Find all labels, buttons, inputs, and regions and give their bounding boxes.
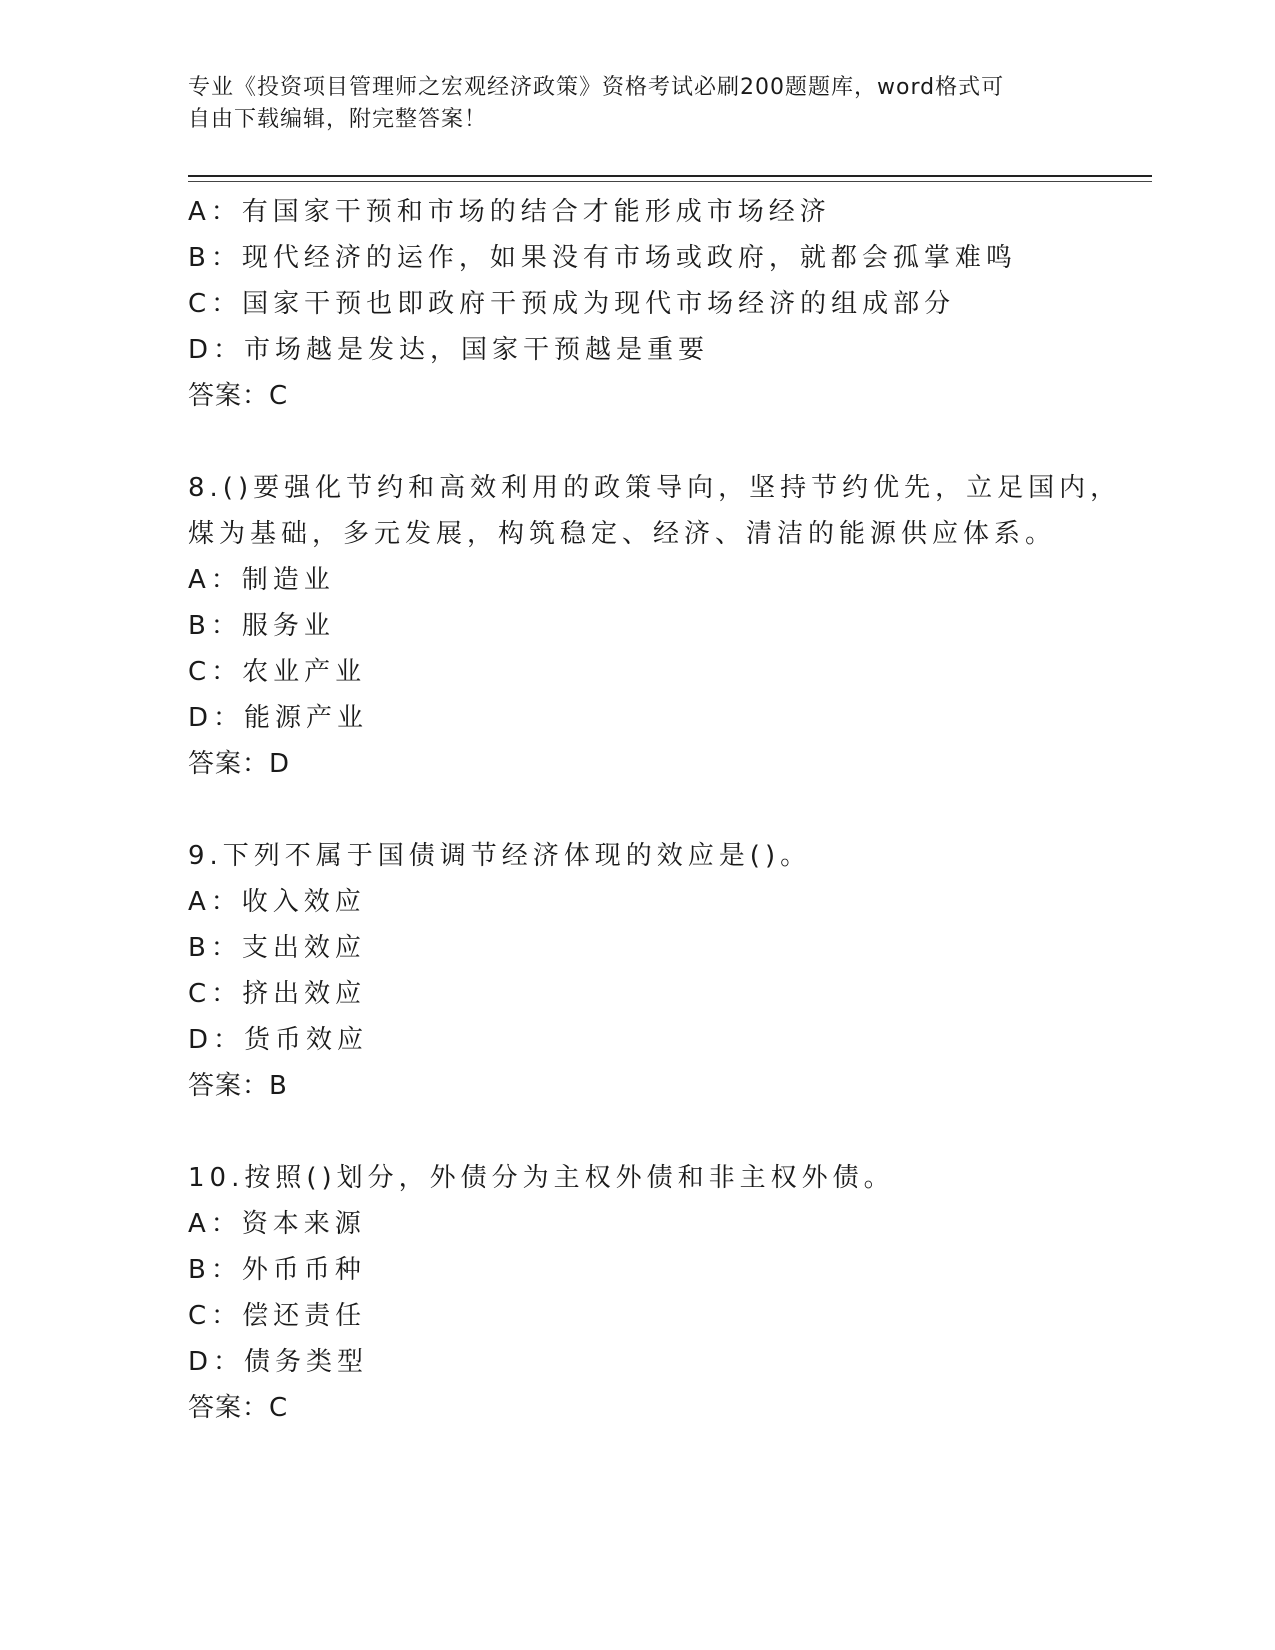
option-a: A：资本来源 (188, 1209, 366, 1239)
answer-line: 答案：D (188, 749, 291, 779)
option-b: B：现代经济的运作，如果没有市场或政府，就都会孤掌难鸣 (188, 243, 1017, 273)
option-a: A：制造业 (188, 565, 335, 595)
spacer (188, 787, 1148, 833)
option-b: B：支出效应 (188, 933, 366, 963)
option-c: C：国家干预也即政府干预成为现代市场经济的组成部分 (188, 289, 956, 319)
question-stem-continued: 煤为基础，多元发展，构筑稳定、经济、清洁的能源供应体系。 (188, 519, 1057, 549)
option-d: D：市场越是发达，国家干预越是重要 (188, 335, 710, 365)
answer-line: 答案：C (188, 1393, 289, 1423)
answer-line: 答案：C (188, 381, 289, 411)
option-b: B：外币币种 (188, 1255, 366, 1285)
question-7-continuation (188, 189, 1148, 419)
option-d: D：债务类型 (188, 1347, 369, 1377)
question-8 (188, 465, 1148, 787)
question-10 (188, 1155, 1148, 1431)
option-d: D：货币效应 (188, 1025, 369, 1055)
option-c: C：偿还责任 (188, 1301, 367, 1331)
header-rule-thin (188, 181, 1152, 182)
question-stem: 9.下列不属于国债调节经济体现的效应是()。 (188, 841, 812, 871)
question-9 (188, 833, 1148, 1109)
question-stem: 8.()要强化节约和高效利用的政策导向，坚持节约优先，立足国内， (188, 473, 1122, 503)
option-d: D：能源产业 (188, 703, 369, 733)
question-list (188, 189, 1148, 1431)
header-line-1: 专业《投资项目管理师之宏观经济政策》资格考试必刷200题题库，word格式可 (188, 75, 1005, 100)
header-rule-thick (188, 175, 1152, 177)
spacer (188, 1109, 1148, 1155)
answer-line: 答案：B (188, 1071, 288, 1101)
header-line-2: 自由下载编辑，附完整答案！ (188, 107, 488, 132)
question-stem: 10.按照()划分，外债分为主权外债和非主权外债。 (188, 1163, 895, 1193)
option-b: B：服务业 (188, 611, 335, 641)
option-a: A：收入效应 (188, 887, 366, 917)
option-c: C：挤出效应 (188, 979, 367, 1009)
spacer (188, 419, 1148, 465)
option-c: C：农业产业 (188, 657, 367, 687)
option-a: A：有国家干预和市场的结合才能形成市场经济 (188, 197, 831, 227)
document-header (188, 72, 1068, 136)
